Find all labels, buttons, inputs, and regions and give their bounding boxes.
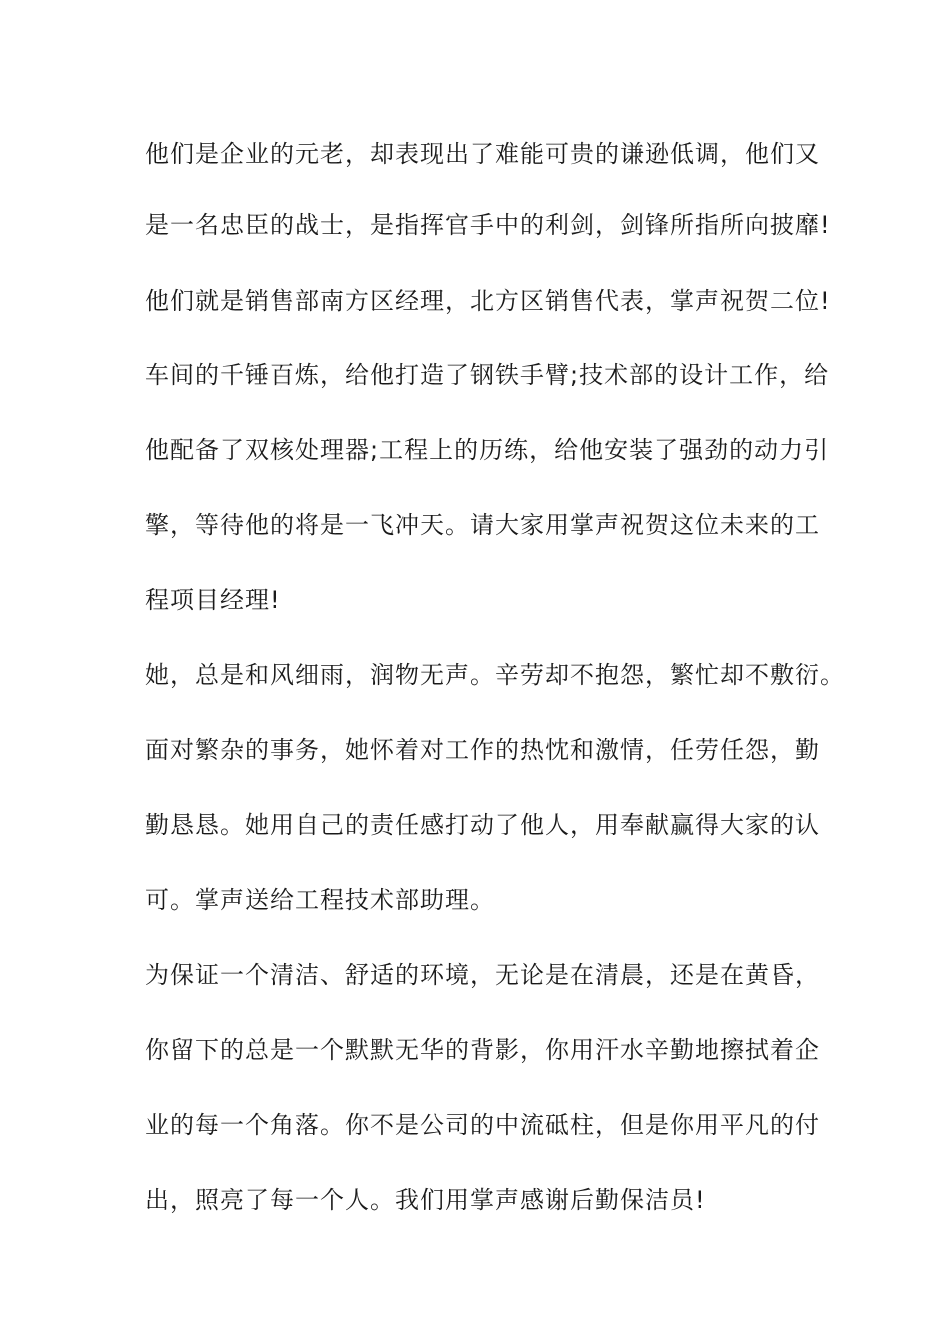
text-line: 为保证一个清洁、舒适的环境，无论是在清晨，还是在黄昏，: [145, 961, 820, 989]
text-line: 他们是企业的元老，却表现出了难能可贵的谦逊低调，他们又: [145, 140, 820, 168]
text-line: 可。掌声送给工程技术部助理。: [145, 886, 495, 914]
text-line: 他们就是销售部南方区经理，北方区销售代表，掌声祝贺二位!: [145, 287, 831, 315]
text-line: 擎，等待他的将是一飞冲天。请大家用掌声祝贺这位未来的工: [145, 511, 820, 539]
text-line: 他配备了双核处理器;工程上的历练，给他安装了强劲的动力引: [145, 436, 830, 464]
text-line: 她，总是和风细雨，润物无声。辛劳却不抱怨，繁忙却不敷衍。: [145, 661, 845, 689]
text-line: 程项目经理!: [145, 586, 281, 614]
text-line: 面对繁杂的事务，她怀着对工作的热忱和激情，任劳任怨，勤: [145, 736, 820, 764]
text-line: 业的每一个角落。你不是公司的中流砥柱，但是你用平凡的付: [145, 1111, 820, 1139]
text-line: 是一名忠臣的战士，是指挥官手中的利剑，剑锋所指所向披靡!: [145, 211, 831, 239]
text-line: 车间的千锤百炼，给他打造了钢铁手臂;技术部的设计工作，给: [145, 361, 830, 389]
text-line: 出，照亮了每一个人。我们用掌声感谢后勤保洁员!: [145, 1186, 706, 1214]
text-line: 你留下的总是一个默默无华的背影，你用汗水辛勤地擦拭着企: [145, 1036, 820, 1064]
text-line: 勤恳恳。她用自己的责任感打动了他人，用奉献赢得大家的认: [145, 811, 820, 839]
